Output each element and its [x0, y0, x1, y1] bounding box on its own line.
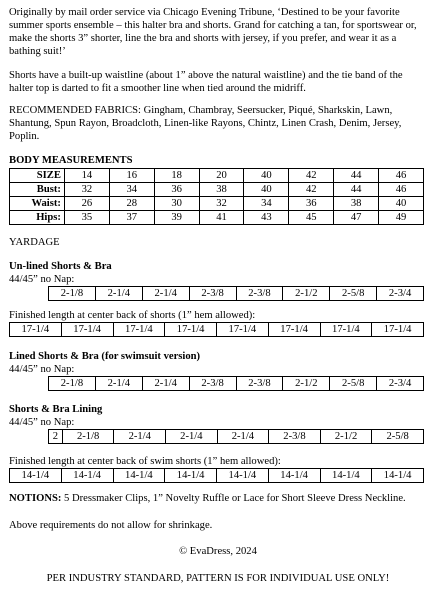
unlined-heading: Un-lined Shorts & Bra: [9, 261, 112, 272]
table-row: [10, 211, 424, 225]
table-cell: 14-1/4: [165, 469, 217, 483]
unlined-yardage-table: [48, 286, 424, 301]
table-row: [49, 377, 424, 391]
table-cell: 2-1/4: [142, 287, 189, 301]
row-label: Hips:: [10, 211, 65, 225]
table-cell: 14-1/4: [320, 469, 372, 483]
table-cell: 14-1/4: [372, 469, 424, 483]
table-cell: 2-5/8: [372, 430, 424, 444]
table-cell: 2-1/2: [283, 377, 330, 391]
finished-swim-label: Finished length at center back of swim shorts (1” hem allowed):: [9, 456, 281, 467]
table-cell: 17-1/4: [165, 323, 217, 337]
table-row: [10, 469, 424, 483]
table-cell: 2-1/2: [283, 287, 330, 301]
table-cell: 42: [289, 169, 334, 183]
table-cell: 41: [199, 211, 244, 225]
table-cell: 28: [109, 197, 154, 211]
table-cell: 46: [379, 169, 424, 183]
table-cell: 32: [199, 197, 244, 211]
table-row: [10, 323, 424, 337]
row-label: SIZE: [10, 169, 65, 183]
table-row: [49, 430, 424, 444]
table-cell: 2-1/4: [142, 377, 189, 391]
table-cell: 17-1/4: [113, 323, 165, 337]
table-cell: 49: [379, 211, 424, 225]
table-cell: 37: [109, 211, 154, 225]
shorts-description: Shorts have a built-up waistline (about 1” above the natural waistline) and the tie band of the halter top is darted to fit a smoother line when tied around the midriff.: [9, 70, 403, 94]
table-cell: 40: [244, 183, 289, 197]
table-cell: 34: [109, 183, 154, 197]
table-cell: 46: [379, 183, 424, 197]
table-row: [49, 287, 424, 301]
table-cell: 45: [289, 211, 334, 225]
table-cell: 2: [49, 430, 63, 444]
table-cell: 38: [334, 197, 379, 211]
table-cell: 2-1/8: [49, 287, 96, 301]
unlined-nap-label: 44/45” no Nap:: [9, 274, 75, 285]
lining-nap-label: 44/45” no Nap:: [9, 417, 75, 428]
table-cell: 47: [334, 211, 379, 225]
notions-paragraph: [9, 492, 429, 505]
table-cell: 35: [64, 211, 109, 225]
row-label: Waist:: [10, 197, 65, 211]
table-cell: 26: [64, 197, 109, 211]
table-cell: 2-1/4: [114, 430, 166, 444]
row-label: Bust:: [10, 183, 65, 197]
copyright: © EvaDress, 2024: [179, 546, 257, 557]
table-cell: 2-1/8: [62, 430, 114, 444]
table-cell: 14-1/4: [10, 469, 62, 483]
body-measurements-heading: BODY MEASUREMENTS: [9, 155, 133, 166]
table-cell: 2-3/8: [189, 287, 236, 301]
table-cell: 16: [109, 169, 154, 183]
table-cell: 32: [64, 183, 109, 197]
table-row: [10, 169, 424, 183]
table-row: [10, 183, 424, 197]
table-cell: 14-1/4: [113, 469, 165, 483]
table-cell: 40: [379, 197, 424, 211]
body-measurements-table: [9, 168, 424, 225]
lining-heading: Shorts & Bra Lining: [9, 404, 103, 415]
table-cell: 17-1/4: [372, 323, 424, 337]
table-cell: 17-1/4: [268, 323, 320, 337]
yardage-heading: YARDAGE: [9, 237, 60, 248]
table-cell: 2-1/4: [95, 287, 142, 301]
table-cell: 39: [154, 211, 199, 225]
table-cell: 14-1/4: [61, 469, 113, 483]
lining-yardage-table: [48, 429, 424, 444]
table-cell: 17-1/4: [320, 323, 372, 337]
table-cell: 44: [334, 183, 379, 197]
table-row: [10, 197, 424, 211]
table-cell: 43: [244, 211, 289, 225]
table-cell: 2-3/4: [377, 377, 424, 391]
table-cell: 20: [199, 169, 244, 183]
finished-shorts-table: [9, 322, 424, 337]
lined-heading: Lined Shorts & Bra (for swimsuit version): [9, 351, 201, 362]
table-cell: 14-1/4: [268, 469, 320, 483]
finished-shorts-label: Finished length at center back of shorts (1” hem allowed):: [9, 310, 256, 321]
table-cell: 2-3/8: [236, 287, 283, 301]
table-cell: 30: [154, 197, 199, 211]
shrinkage-note: Above requirements do not allow for shrinkage.: [9, 520, 213, 531]
table-cell: 2-3/8: [269, 430, 321, 444]
table-cell: 18: [154, 169, 199, 183]
table-cell: 2-5/8: [330, 377, 377, 391]
table-cell: 38: [199, 183, 244, 197]
table-cell: 2-3/4: [377, 287, 424, 301]
finished-swim-table: [9, 468, 424, 483]
table-cell: 2-1/4: [166, 430, 218, 444]
notions-text: 5 Dressmaker Clips, 1” Novelty Ruffle or Lace for Short Sleeve Dress Neckline.: [61, 493, 406, 504]
table-cell: 40: [244, 169, 289, 183]
table-cell: 14: [64, 169, 109, 183]
table-cell: 14-1/4: [217, 469, 269, 483]
lined-yardage-table: [48, 376, 424, 391]
recommended-fabrics: RECOMMENDED FABRICS: Gingham, Chambray, Seersucker, Piqué, Sharkskin, Lawn, Shantung, Spun Rayon, Broadcloth, Linen-like Rayons, Chintz, Linen Crash, Denim, Jersey, Poplin.: [9, 105, 402, 142]
table-cell: 2-3/8: [189, 377, 236, 391]
table-cell: 34: [244, 197, 289, 211]
notions-label: NOTIONS:: [9, 493, 62, 504]
table-cell: 2-1/4: [95, 377, 142, 391]
usage-footer: PER INDUSTRY STANDARD, PATTERN IS FOR INDIVIDUAL USE ONLY!: [46, 573, 390, 584]
table-cell: 36: [289, 197, 334, 211]
table-cell: 17-1/4: [61, 323, 113, 337]
table-cell: 2-1/2: [320, 430, 372, 444]
table-cell: 36: [154, 183, 199, 197]
table-cell: 2-1/8: [49, 377, 96, 391]
table-cell: 17-1/4: [217, 323, 269, 337]
table-cell: 2-3/8: [236, 377, 283, 391]
table-cell: 42: [289, 183, 334, 197]
table-cell: 2-5/8: [330, 287, 377, 301]
lined-nap-label: 44/45” no Nap:: [9, 364, 75, 375]
table-cell: 17-1/4: [10, 323, 62, 337]
table-cell: 2-1/4: [217, 430, 269, 444]
table-cell: 44: [334, 169, 379, 183]
intro-paragraph: Originally by mail order service via Chicago Evening Tribune, ‘Destined to be your favorite summer sports ensemble – this halter bra and shorts. Grand for catching a tan, for sportswear or, make the shorts 3” shorter, line the bra and shorts with jersey, if you prefer, and wear it as a bathing suit!’: [9, 7, 417, 57]
